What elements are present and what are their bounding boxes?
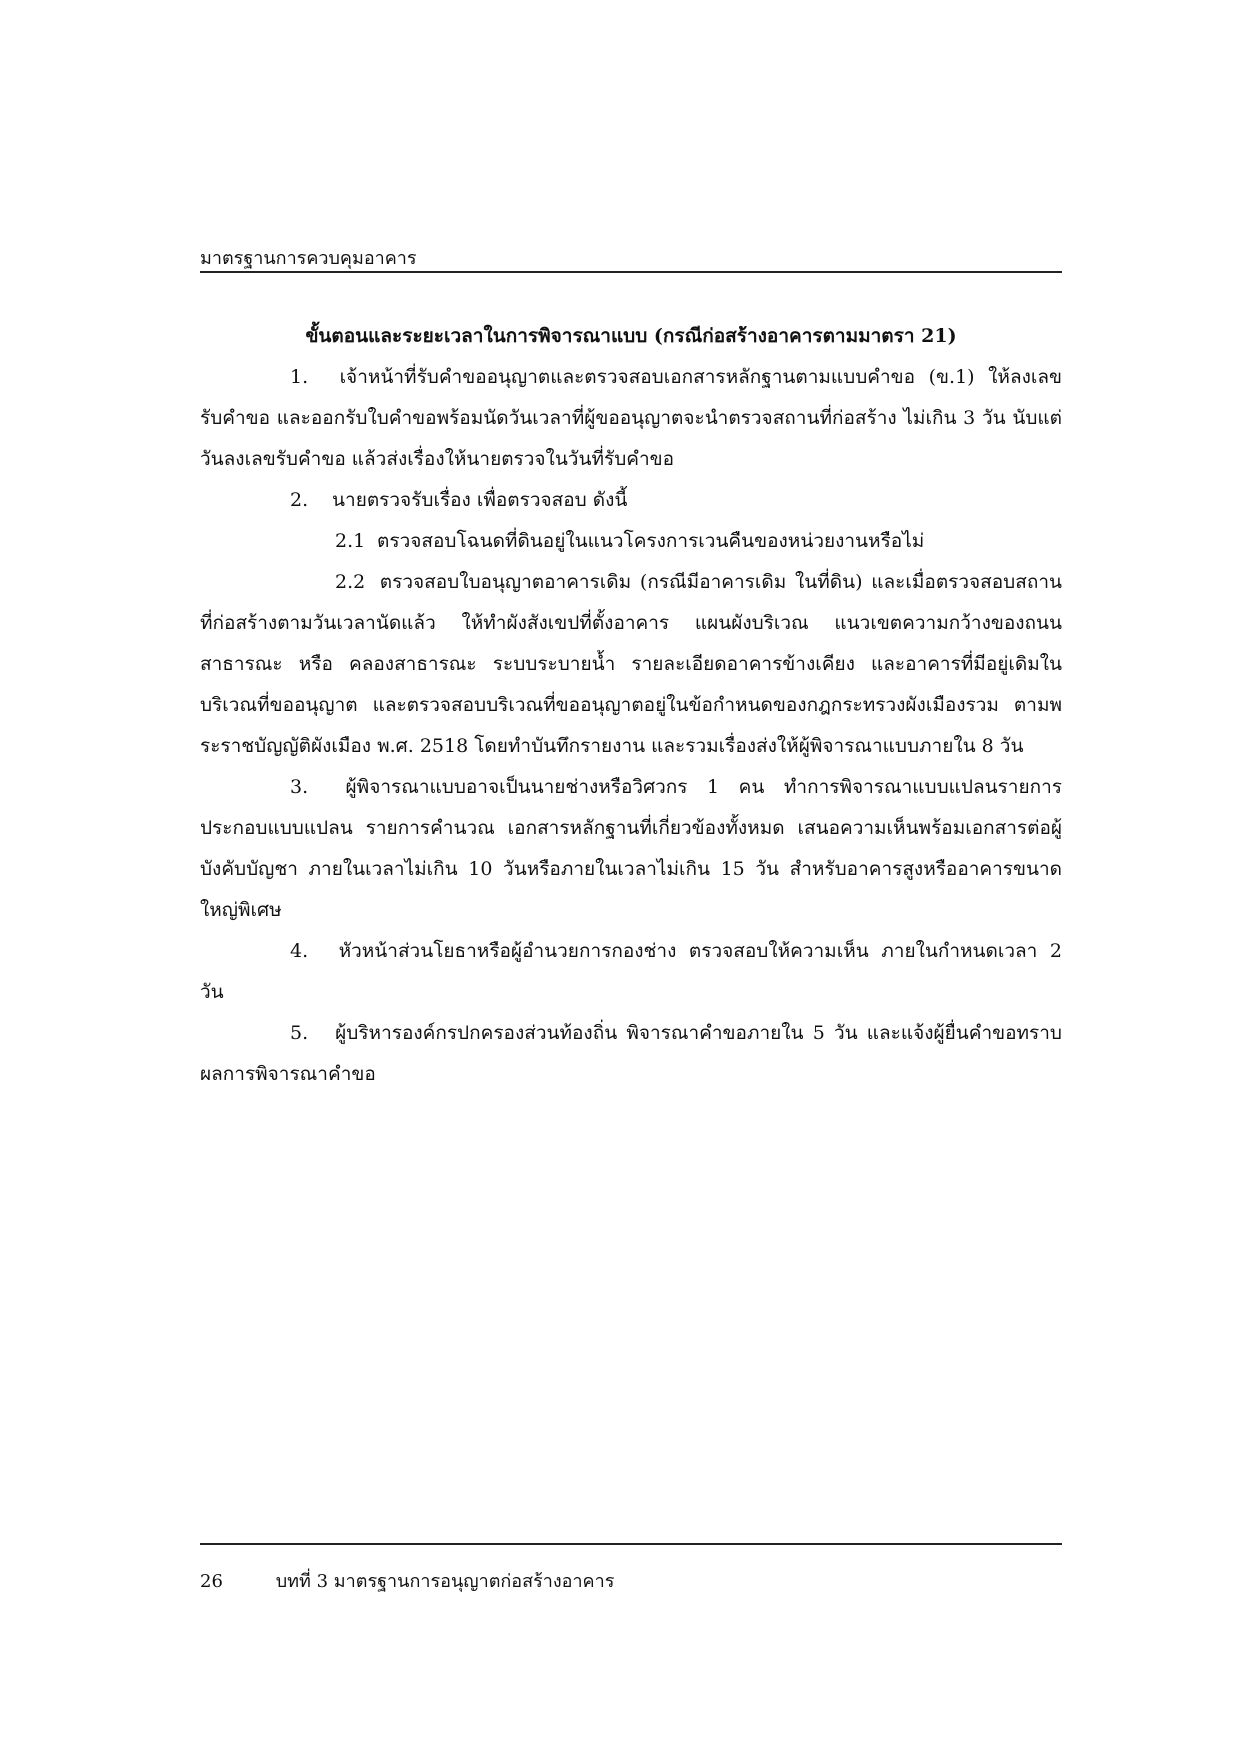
item-number: 2.2 (335, 571, 366, 593)
item-text: ตรวจสอบโฉนดที่ดินอยู่ในแนวโครงการเวนคืนของหน่วยงานหรือไม่ (377, 530, 925, 552)
item-number: 5. (290, 1022, 309, 1044)
item-number: 3. (290, 776, 309, 798)
item-number: 2. (290, 489, 309, 511)
footer-divider (200, 1543, 1062, 1545)
item-text: นายตรวจรับเรื่อง เพื่อตรวจสอบ ดังนี้ (332, 489, 628, 511)
list-item (200, 521, 1062, 562)
item-number: 2.1 (335, 530, 366, 552)
list-item (200, 357, 1062, 480)
list-item (200, 480, 1062, 521)
item-number: 1. (290, 366, 309, 388)
page-footer (200, 1566, 1062, 1595)
item-text: หัวหน้าส่วนโยธาหรือผู้อำนวยการกองช่าง ตรวจสอบให้ความเห็น ภายในกำหนดเวลา 2 วัน (200, 940, 1062, 1003)
item-text: ตรวจสอบใบอนุญาตอาคารเดิม (กรณีมีอาคารเดิม ในที่ดิน) และเมื่อตรวจสอบสถานที่ก่อสร้างตามวันเวลานัดแล้ว ให้ทำผังสังเขปที่ตั้งอาคาร แผนผังบริเวณ แนวเขตความกว้างของถนนสาธารณะ หรือ คลองสาธารณะ ระบบระบายน้ำ รายละเอียดอาคารข้างเคียง และอาคารที่มีอยู่เดิมในบริเวณที่ขออนุญาต และตรวจสอบบริเวณที่ขออนุญาตอยู่ในข้อกำหนดของกฎกระทรวงผังเมืองรวม ตามพระราชบัญญัติผังเมือง พ.ศ. 2518 โดยทำบันทึกรายงาน และรวมเรื่องส่งให้ผู้พิจารณาแบบภายใน 8 วัน (200, 571, 1062, 757)
item-text: เจ้าหน้าที่รับคำขออนุญาตและตรวจสอบเอกสารหลักฐานตามแบบคำขอ (ข.1) ให้ลงเลขรับคำขอ และออกรับใบคำขอพร้อมนัดวันเวลาที่ผู้ขออนุญาตจะนำตรวจสถานที่ก่อสร้าง ไม่เกิน 3 วัน นับแต่วันลงเลขรับคำขอ แล้วส่งเรื่องให้นายตรวจในวันที่รับคำขอ (200, 366, 1062, 470)
section-title: ขั้นตอนและระยะเวลาในการพิจารณาแบบ (กรณีก่อสร้างอาคารตามมาตรา 21) (305, 325, 957, 347)
list-item (200, 931, 1062, 1013)
chapter-title: บทที่ 3 มาตรฐานการอนุญาตก่อสร้างอาคาร (275, 1571, 615, 1592)
list-item (200, 1013, 1062, 1095)
item-text: ผู้บริหารองค์กรปกครองส่วนท้องถิ่น พิจารณาคำขอภายใน 5 วัน และแจ้งผู้ยื่นคำขอทราบผลการพิจารณาคำขอ (200, 1022, 1062, 1085)
header-divider (200, 271, 1062, 273)
running-header: มาตรฐานการควบคุมอาคาร (200, 248, 417, 269)
list-item (200, 562, 1062, 767)
item-text: ผู้พิจารณาแบบอาจเป็นนายช่างหรือวิศวกร 1 คน ทำการพิจารณาแบบแปลนรายการประกอบแบบแปลน รายการคำนวณ เอกสารหลักฐานที่เกี่ยวข้องทั้งหมด เสนอความเห็นพร้อมเอกสารต่อผู้บังคับบัญชา ภายในเวลาไม่เกิน 10 วันหรือภายในเวลาไม่เกิน 15 วัน สำหรับอาคารสูงหรืออาคารขนาดใหญ่พิเศษ (200, 776, 1062, 921)
document-body (200, 316, 1062, 1095)
list-item (200, 767, 1062, 931)
item-number: 4. (290, 940, 309, 962)
page-number: 26 (200, 1571, 223, 1592)
